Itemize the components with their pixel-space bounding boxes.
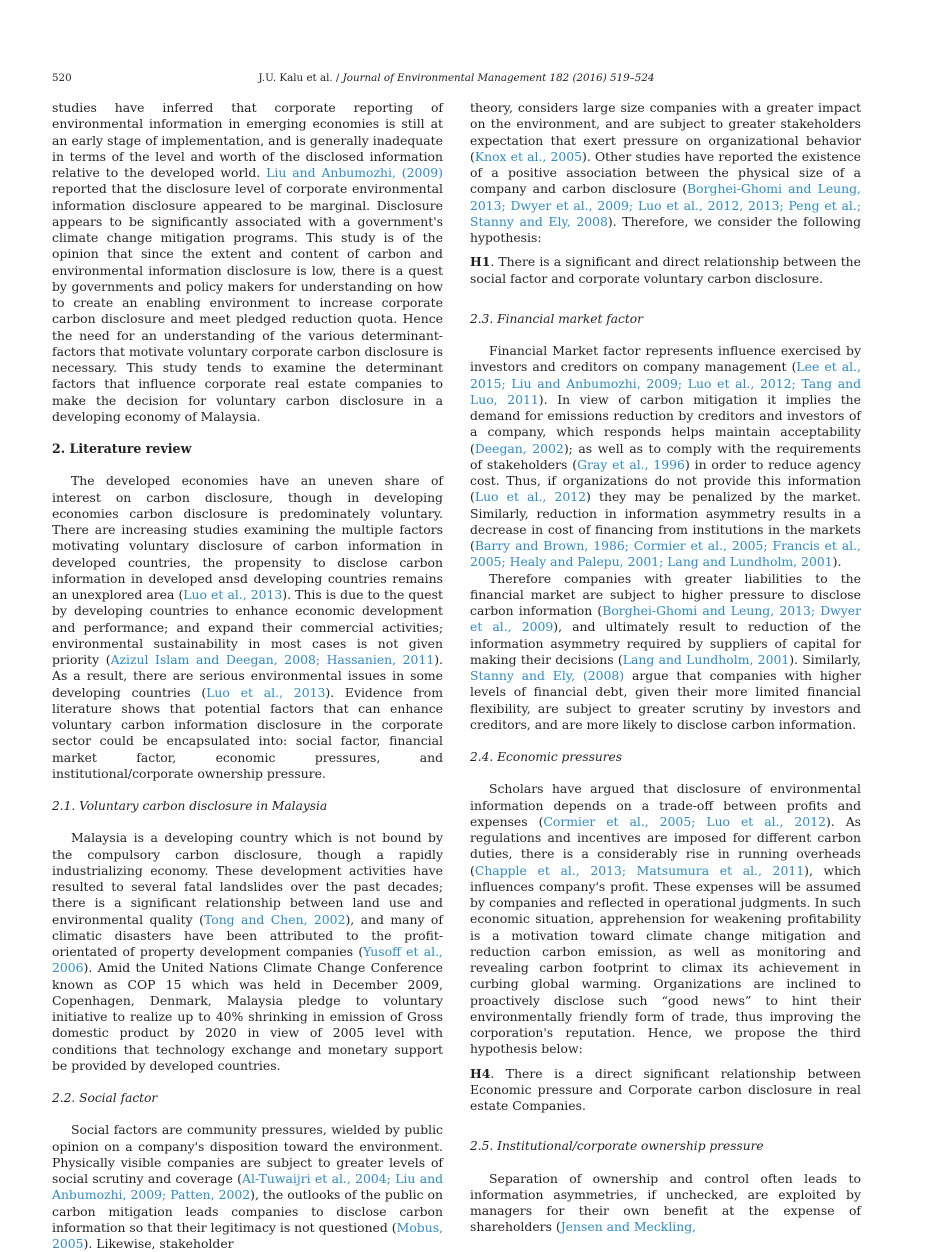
paragraph: Financial Market factor represents influence exercised by investors and creditors on company management (Lee et al., 2015; Liu and Anbumozhi, 2009; Luo et al., 2012; Tang and Luo, 2011). In view of carbon mitigation it implies the demand for emissions reduction by creditors and investors of a company, which responds helps maintain acceptability (Deegan, 2002); as well as to comply with the requirements of stakeholders (Gray et al., 1996) in order to reduce agency cost. Thus, if organizations do not provide this information (Luo et al., 2012) they may be penalized by the market. Similarly, reduction in information asymmetry results in a decrease in cost of financing from institutions in the markets (Barry and Brown, 1986; Cormier et al., 2005; Francis et al., 2005; Healy and Palepu, 2001; Lang and Lundholm, 2001). (470, 343, 861, 570)
paragraph: Therefore companies with greater liabilities to the financial market are subject to higher pressure to disclose carbon information (Borghei-Ghomi and Leung, 2013; Dwyer et al., 2009), and ultimately result to reduction of the information asymmetry required by suppliers of capital for making their decisions (Lang and Lundholm, 2001). Similarly, Stanny and Ely, (2008) argue that companies with higher levels of financial debt, given their more limited financial flexibility, are subject to greater scrutiny by investors and creditors, and are more likely to disclose carbon information. (470, 570, 861, 732)
citation-link[interactable]: Luo et al., 2013 (206, 684, 326, 700)
paragraph: Scholars have argued that disclosure of environmental information depends on a trade-off between profits and expenses (Cormier et al., 2005; Luo et al., 2012). As regulations and incentives are imposed for different carbon duties, there is a considerably rise in running overheads (Chapple et al., 2013; Matsumura et al., 2011), which influences company's profit. These expenses will be assumed by companies and reflected in operational judgments. In such economic situation, apprehension for weakening profitability is a motivation toward climate change mitigation and reduction carbon emission, as well as monitoring and revealing carbon footprint to climax its achievement in curbing global warming. Organizations are inclined to proactively disclose such “good news” to hint their environmentally friendly form of trade, thus improving the corporation's reputation. Hence, we propose the third hypothesis below: (470, 781, 862, 1057)
citation-link[interactable]: Luo et al., 2013 (183, 587, 283, 602)
subsection-heading: 2.1. Voluntary carbon disclosure in Malaysia (52, 799, 328, 813)
citation-link[interactable]: Chapple et al., 2013; Matsumura et al., 2011 (474, 862, 805, 878)
citation-link[interactable]: Jensen and Meckling, (560, 1219, 697, 1235)
citation-link[interactable]: Stanny and Ely, (2008) (470, 668, 625, 683)
citation-link[interactable]: Azizul Islam and Deegan, 2008; Hassanien, 2011 (110, 652, 435, 667)
paragraph: Malaysia is a developing country which is not bound by the compulsory carbon disclosure, though a rapidly industrializing economy. These development activities have resulted to several fatal landslides over the past decades; there is a significant relationship between land use and environmental quality (Tong and Chen, 2002), and many of climatic disasters have been attributed to the profit-orientated of property development companies (Yusoff et al., 2006). Amid the United Nations Climate Change Conference known as COP 15 which was held in December 2009, Copenhagen, Denmark, Malaysia pledge to voluntary initiative to realize up to 40% shrinking in emission of Gross domestic product by 2020 in view of 2005 level with conditions that technology exchange and monetary support be provided by developed countries. (52, 830, 443, 1073)
paragraph: studies have inferred that corporate reporting of environmental information in emerging economies is still at an early stage of implementation, and is generally inadequate in terms of the level and worth of the disclosed information relative to the developed world. Liu and Anbumozhi, (2009) reported that the disclosure level of corporate environmental information disclosure appeared to be marginal. Disclosure appears to be significantly associated with a government's climate change mitigation programs. This study is of the opinion that since the extent and content of carbon and environmental information disclosure is low, there is a quest by governments and policy makers for understanding on how to create an enabling environment to increase corporate carbon disclosure and meet pledged reduction quota. Hence the need for an understanding of the various determinant-factors that motivate voluntary corporate carbon disclosure is necessary. This study tends to examine the determinant factors that influence corporate real estate companies to make the decision for voluntary carbon disclosure in a developing economy of Malaysia. (52, 100, 444, 424)
hypothesis-label: H4 (470, 1065, 491, 1081)
citation-link[interactable]: Gray et al., 1996 (577, 456, 685, 472)
citation-link[interactable]: Tong and Chen, 2002 (203, 911, 346, 927)
hypothesis-label: H1 (470, 254, 491, 270)
citation-link[interactable]: Barry and Brown, 1986; Cormier et al., 2005; Francis et al., 2005; Healy and Palepu, 2001; Lang and Lundholm, 2001 (470, 538, 861, 570)
citation-link[interactable]: Luo et al., 2012 (474, 489, 587, 505)
citation-link[interactable]: Deegan, 2002 (474, 440, 564, 456)
header-journal: Journal of Environmental Management 182 (2016) 519–524 (342, 72, 655, 84)
subsection-heading: 2.2. Social factor (52, 1091, 158, 1105)
citation-link[interactable]: Yusoff et al., 2006 (52, 944, 443, 976)
paragraph: The developed economies have an uneven share of interest on carbon disclosure, though in developing economies carbon disclosure is predominately voluntary. There are increasing studies examining the multiple factors motivating voluntary disclosure of carbon information in developed countries, the propensity to disclose carbon information in developed ansd developing countries remains an unexplored area (Luo et al., 2013). This is due to the quest by developing countries to enhance economic development and performance; and expand their commercial activities; environmental sustainability in most cases is not given priority (Azizul Islam and Deegan, 2008; Hassanien, 2011). As a result, there are serious environmental issues in some developing countries (Luo et al., 2013). Evidence from literature shows that potential factors that can enhance voluntary carbon information disclosure in the corporate sector could be encapsulated into: social factor, financial market factor, economic pressures, and institutional/corporate ownership pressure. (52, 473, 443, 781)
header-authors: J.U. Kalu et al. / (258, 72, 343, 84)
paragraph: theory, considers large size companies with a greater impact on the environment, and are subject to greater stakeholders expectation that exert pressure on organizational behavior (Knox et al., 2005). Other studies have reported the existence of a positive association between the physical size of a company and carbon disclosure (Borghei-Ghomi and Leung, 2013; Dwyer et al., 2009; Luo et al., 2012, 2013; Peng et al.; Stanny and Ely, 2008). Therefore, we consider the following hypothesis: (470, 100, 861, 245)
paragraph: Social factors are community pressures, wielded by public opinion on a company's disposition toward the environment. Physically visible companies are subject to greater levels of social scrutiny and coverage (Al-Tuwaijri et al., 2004; Liu and Anbumozhi, 2009; Patten, 2002), the outlooks of the public on carbon mitigation leads companies to disclose carbon information so that their legitimacy is not questioned (Mobus, 2005). Likewise, stakeholder (52, 1122, 443, 1251)
subsection-heading: 2.3. Financial market factor (470, 311, 643, 326)
section-heading: 2. Literature review (52, 441, 192, 456)
hypothesis-h4: H4. There is a direct significant relationship between Economic pressure and Corporate carbon disclosure in real estate Companies. (470, 1065, 861, 1113)
citation-link[interactable]: Borghei-Ghomi and Leung, 2013; Dwyer et al., 2009 (470, 603, 861, 635)
citation-link[interactable]: Mobus, 2005 (52, 1219, 443, 1251)
citation-link[interactable]: Borghei-Ghomi and Leung, 2013; Dwyer et al., 2009; Luo et al., 2012, 2013; Peng et al.; Stanny and Ely, 2008 (470, 181, 861, 229)
left-column (52, 100, 443, 1252)
paragraph: Separation of ownership and control often leads to information asymmetries, if unchecked, are exploited by managers for their own benefit at the expense of shareholders (Jensen and Meckling, (470, 1170, 861, 1235)
citation-link[interactable]: Lang and Lundholm, 2001 (622, 651, 790, 667)
citation-link[interactable]: Lee et al., 2015; Liu and Anbumozhi, 2009; Luo et al., 2012; Tang and Luo, 2011 (470, 359, 861, 407)
citation-link[interactable]: Cormier et al., 2005; Luo et al., 2012 (543, 813, 826, 829)
subsection-heading: 2.4. Economic pressures (470, 750, 623, 764)
running-header (52, 72, 861, 88)
citation-link[interactable]: Al-Tuwaijri et al., 2004; Liu and Anbumozhi, 2009; Patten, 2002 (52, 1171, 443, 1203)
right-column (470, 100, 861, 1236)
subsection-heading: 2.5. Institutional/corporate ownership pressure (470, 1139, 764, 1154)
citation-link[interactable]: Knox et al., 2005 (474, 148, 583, 164)
page-number: 520 (52, 72, 72, 84)
hypothesis-h1: H1. There is a significant and direct relationship between the social factor and corporate voluntary carbon disclosure. (470, 254, 861, 286)
citation-link[interactable]: Liu and Anbumozhi, (2009) (266, 165, 444, 180)
journal-citation (52, 72, 861, 84)
